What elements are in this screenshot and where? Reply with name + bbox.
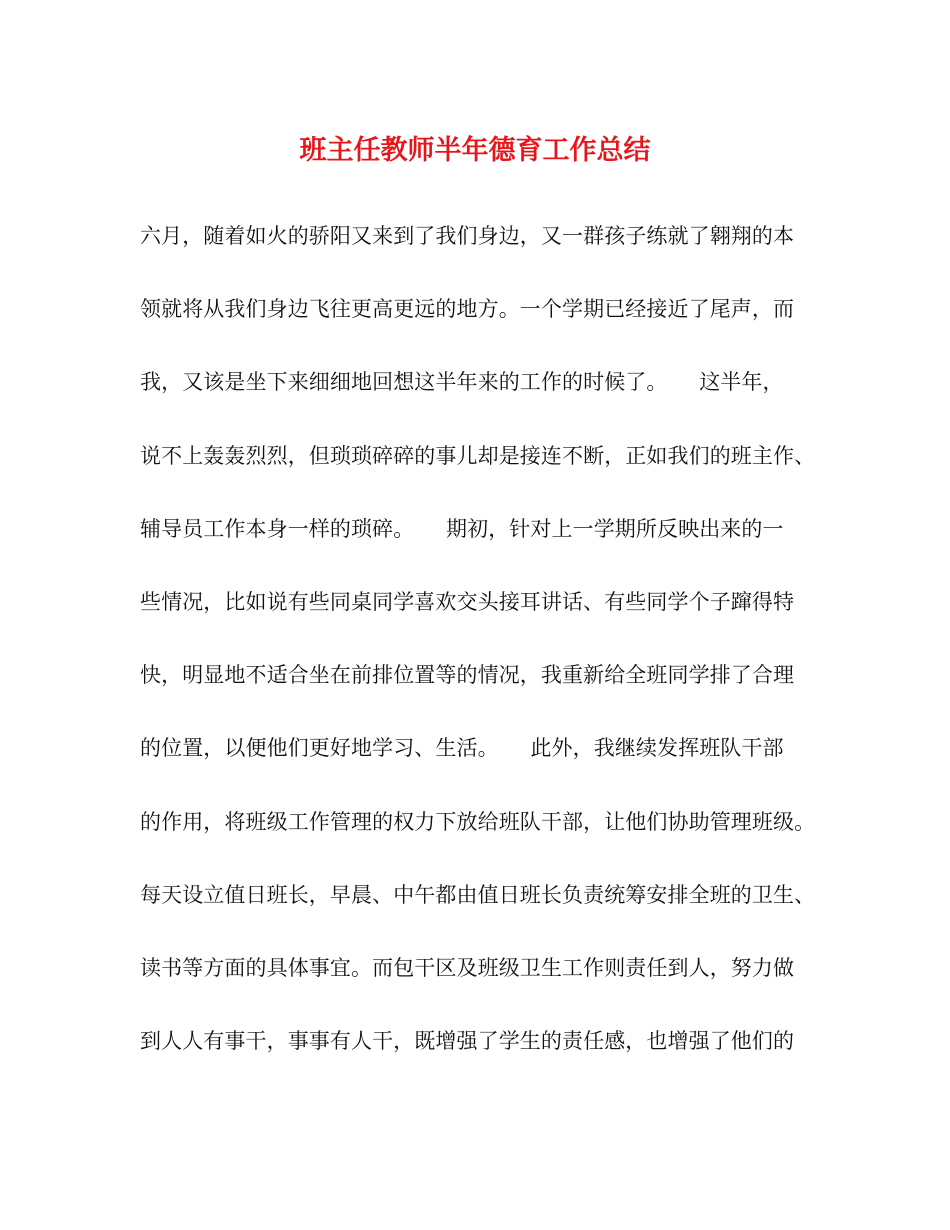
- document-title: 班主任教师半年德育工作总结: [299, 135, 651, 166]
- body-line: 的位置，以便他们更好地学习、生活。 此外，我继续发挥班队干部: [140, 736, 784, 761]
- body-line: 快，明显地不适合坐在前排位置等的情况，我重新给全班同学排了合理: [140, 663, 795, 688]
- body-line: 领就将从我们身边飞往更高更远的地方。一个学期已经接近了尾声，而: [140, 297, 795, 322]
- body-line: 的作用，将班级工作管理的权力下放给班队干部，让他们协助管理班级。: [140, 809, 816, 834]
- body-line: 到人人有事干，事事有人干，既增强了学生的责任感，也增强了他们的: [140, 1029, 795, 1054]
- document-body: [140, 218, 830, 1096]
- body-line: 六月，随着如火的骄阳又来到了我们身边，又一群孩子练就了翱翔的本: [140, 224, 795, 248]
- body-line: 读书等方面的具体事宜。而包干区及班级卫生工作则责任到人，努力做: [140, 955, 795, 980]
- body-line: 辅导员工作本身一样的琐碎。 期初，针对上一学期所反映出来的一: [140, 516, 784, 541]
- body-line: 些情况，比如说有些同桌同学喜欢交头接耳讲话、有些同学个子蹿得特: [140, 589, 795, 614]
- body-line: 每天设立值日班长，早晨、中午都由值日班长负责统筹安排全班的卫生、: [140, 882, 816, 907]
- body-line: 我，又该是坐下来细细地回想这半年来的工作的时候了。 这半年，: [140, 370, 784, 395]
- body-line: 说不上轰轰烈烈，但琐琐碎碎的事儿却是接连不断，正如我们的班主作、: [140, 443, 816, 468]
